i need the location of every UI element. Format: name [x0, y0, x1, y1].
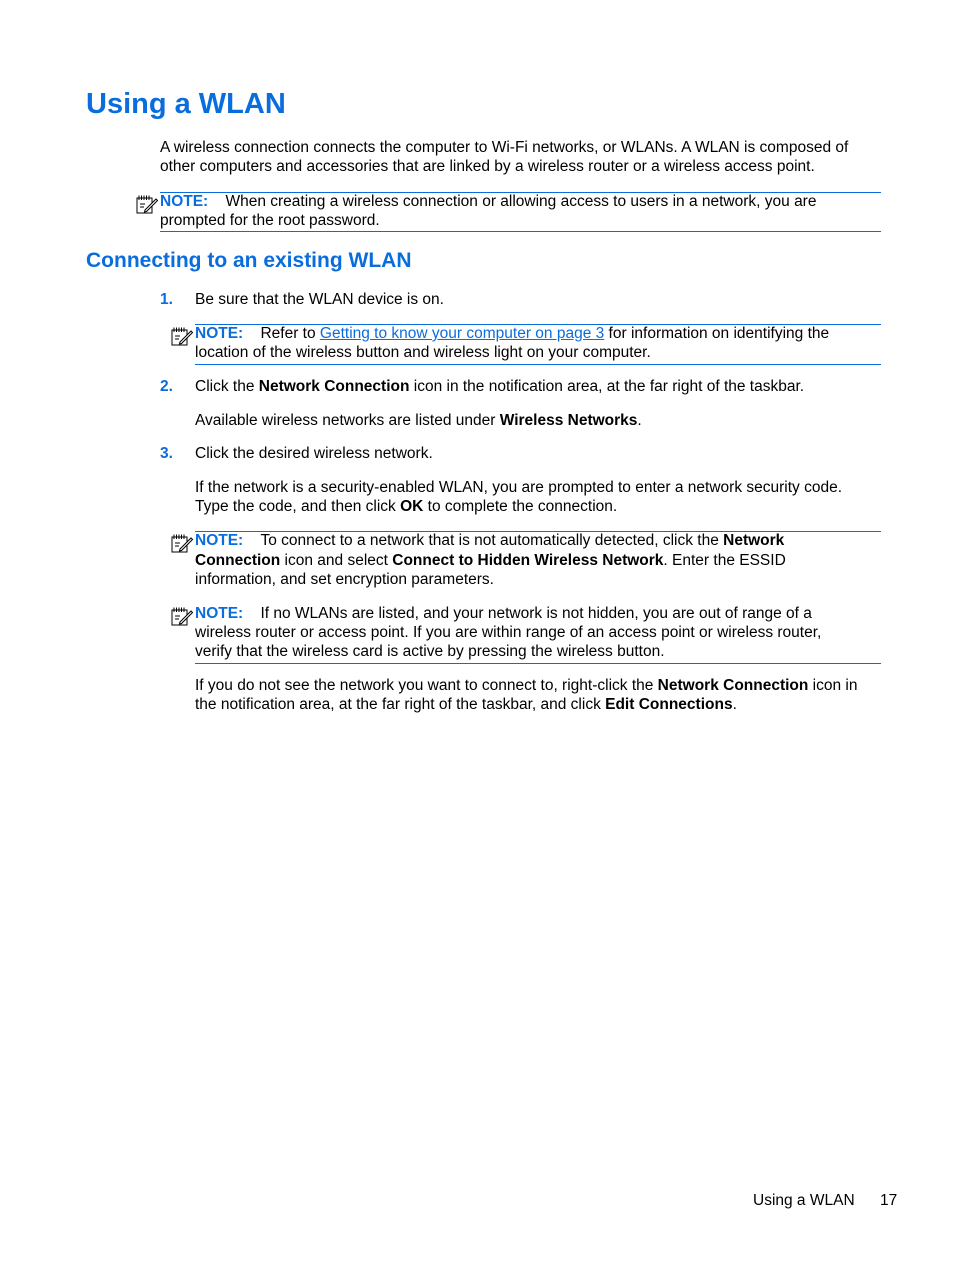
note-label: NOTE:	[195, 325, 244, 342]
closing-after: icon in	[808, 677, 858, 694]
note-4-line-3: verify that the wireless card is active by pressing the wireless button.	[195, 643, 665, 660]
note-pencil-icon	[171, 533, 193, 553]
note-pencil-icon	[171, 606, 193, 626]
note-label: NOTE:	[160, 193, 209, 210]
note-pencil-icon	[136, 194, 158, 214]
step-2-text	[195, 377, 804, 396]
step-3-sub-after: to complete the connection.	[423, 498, 618, 515]
note-bottom-rule	[195, 364, 881, 365]
step-2-sub-bold: Wireless Networks	[499, 412, 638, 429]
note-3-text: To connect to a network that is not automatically detected, click the	[260, 532, 724, 549]
closing-2-before: the notification area, at the far right of the taskbar, and click	[195, 696, 606, 713]
note-3-after: . Enter the ESSID	[663, 552, 786, 569]
step-2-sub-after: .	[637, 412, 642, 429]
note-2-text-after: for information on identifying the	[604, 325, 830, 342]
note-2-text-before: Refer to	[260, 325, 320, 342]
note-pencil-icon	[171, 326, 193, 346]
note-3-line-2	[195, 551, 786, 570]
step-1-text: Be sure that the WLAN device is on.	[195, 291, 444, 308]
note-1-line-1	[160, 192, 816, 211]
note-4-line-1	[195, 604, 812, 623]
step-2-text-after: icon in the notification area, at the far right of the taskbar.	[409, 378, 805, 395]
closing-line-2	[195, 695, 737, 714]
note-3-line-3: information, and set encryption parameters.	[195, 571, 494, 588]
closing-before: If you do not see the network you want to connect to, right-click the	[195, 677, 658, 694]
note-1-line-2: prompted for the root password.	[160, 212, 380, 229]
note-bottom-rule	[160, 231, 881, 232]
step-3-sub-line-2	[195, 497, 617, 516]
page-reference-link[interactable]: Getting to know your computer on page 3	[319, 325, 605, 342]
closing-bold: Network Connection	[657, 677, 809, 694]
step-number: 1.	[160, 291, 173, 308]
footer-section-title: Using a WLAN	[753, 1192, 855, 1209]
step-3-sub-bold: OK	[400, 498, 424, 515]
intro-line-2: other computers and accessories that are linked by a wireless router or a wireless access point.	[160, 158, 815, 175]
step-3-text: Click the desired wireless network.	[195, 445, 433, 462]
note-bottom-rule	[195, 663, 881, 664]
note-label: NOTE:	[195, 605, 244, 622]
note-2-line-1	[195, 324, 829, 343]
section-title: Connecting to an existing WLAN	[86, 249, 412, 272]
step-3-sub-line-1: If the network is a security-enabled WLAN, you are prompted to enter a network security code.	[195, 479, 843, 496]
note-label: NOTE:	[195, 532, 244, 549]
step-2-subtext	[195, 411, 642, 430]
closing-line-1	[195, 676, 858, 695]
note-4-line-2: wireless router or access point. If you are within range of an access point or wireless router,	[195, 624, 822, 641]
closing-2-after: .	[732, 696, 737, 713]
page-title: Using a WLAN	[86, 88, 286, 120]
step-2-bold: Network Connection	[258, 378, 410, 395]
note-3-mid: icon and select	[280, 552, 393, 569]
note-3-bold: Network	[723, 532, 785, 549]
intro-line-1: A wireless connection connects the computer to Wi-Fi networks, or WLANs. A WLAN is composed of	[160, 139, 849, 156]
note-1-text: When creating a wireless connection or allowing access to users in a network, you are	[225, 193, 817, 210]
page-number: 17	[880, 1192, 898, 1209]
step-3-sub-before: Type the code, and then click	[195, 498, 401, 515]
step-number: 3.	[160, 445, 173, 462]
note-3-line-1	[195, 531, 784, 550]
closing-2-bold: Edit Connections	[605, 696, 733, 713]
step-number: 2.	[160, 378, 173, 395]
step-2-sub-before: Available wireless networks are listed under	[195, 412, 500, 429]
note-3-bold-2: Connect to Hidden Wireless Network	[392, 552, 664, 569]
note-4-text: If no WLANs are listed, and your network is not hidden, you are out of range of a	[260, 605, 812, 622]
note-2-line-2: location of the wireless button and wireless light on your computer.	[195, 344, 651, 361]
note-3-bold-1: Connection	[195, 552, 281, 569]
step-2-text-before: Click the	[195, 378, 259, 395]
